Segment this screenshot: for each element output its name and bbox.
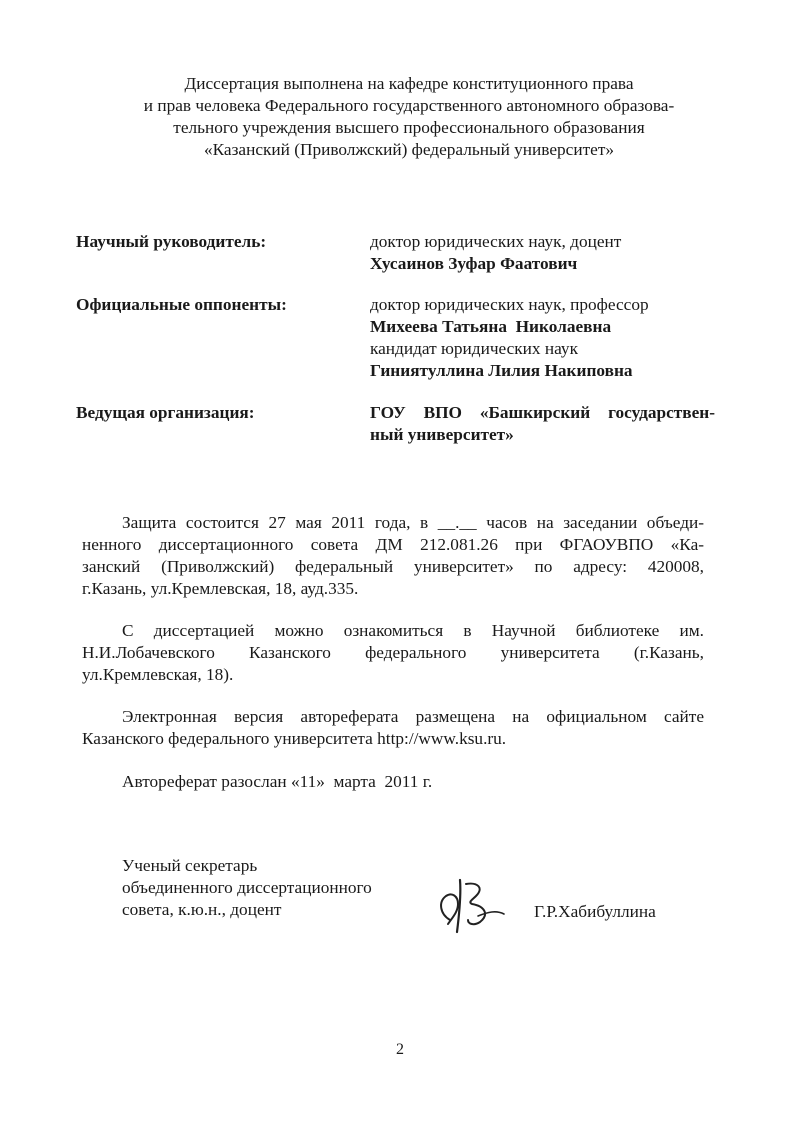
sent-line: Автореферат разослан «11» марта 2011 г.: [122, 772, 433, 791]
defense-paragraph: [82, 512, 704, 600]
secretary-line: совета, к.ю.н., доцент: [122, 900, 282, 919]
paragraph-line: Защита состоится 27 мая 2011 года, в __.__ часов на заседании объеди-: [122, 513, 704, 532]
leading-org-line: ГОУ ВПО «Башкирский государствен-: [370, 403, 715, 422]
paragraph-line: Казанского федерального университета http://www.ksu.ru.: [82, 729, 507, 748]
paragraph-line: занский (Приволжский) федеральный университет» по адресу: 420008,: [82, 557, 704, 576]
leading-org-values: [370, 402, 715, 446]
intro-line: Диссертация выполнена на кафедре конституционного права: [184, 74, 634, 93]
paragraph-line: ненного диссертационного совета ДМ 212.081.26 при ФГАОУВПО «Ка-: [82, 535, 704, 554]
secretary-name: Г.Р.Хабибуллина: [534, 902, 656, 921]
intro-block: [95, 73, 723, 161]
opponent-name: Гиниятуллина Лилия Накиповна: [370, 361, 633, 380]
supervisor-values: [370, 231, 715, 275]
secretary-line: объединенного диссертационного: [122, 878, 372, 897]
leading-org-line: ный университет»: [370, 425, 514, 444]
library-paragraph: [82, 620, 704, 686]
paragraph-line: г.Казань, ул.Кремлевская, 18, ауд.335.: [82, 579, 359, 598]
opponents-label: Официальные оппоненты:: [76, 295, 287, 314]
opponent-degree: кандидат юридических наук: [370, 339, 578, 358]
paragraph-line: Н.И.Лобачевского Казанского федерального университета (г.Казань,: [82, 643, 704, 662]
paragraph-line: Электронная версия автореферата размещена на официальном сайте: [122, 707, 704, 726]
secretary-block: [122, 855, 372, 921]
opponents-values: [370, 294, 715, 382]
leading-org-label: Ведущая организация:: [76, 403, 255, 422]
secretary-line: Ученый секретарь: [122, 856, 258, 875]
handwritten-signature: [432, 874, 510, 936]
supervisor-label: Научный руководитель:: [76, 232, 267, 251]
paragraph-line: ул.Кремлевская, 18).: [82, 665, 234, 684]
page-number: 2: [396, 1041, 404, 1058]
supervisor-name: Хусаинов Зуфар Фаатович: [370, 254, 578, 273]
intro-line: тельного учреждения высшего профессионального образования: [173, 118, 645, 137]
opponent-name: Михеева Татьяна Николаевна: [370, 317, 612, 336]
paragraph-line: С диссертацией можно ознакомиться в Научной библиотеке им.: [122, 621, 704, 640]
intro-line: «Казанский (Приволжский) федеральный университет»: [203, 140, 615, 159]
intro-line: и прав человека Федерального государственного автономного образова-: [143, 96, 675, 115]
supervisor-degree: доктор юридических наук, доцент: [370, 232, 622, 251]
opponent-degree: доктор юридических наук, профессор: [370, 295, 649, 314]
electronic-paragraph: [82, 706, 704, 750]
